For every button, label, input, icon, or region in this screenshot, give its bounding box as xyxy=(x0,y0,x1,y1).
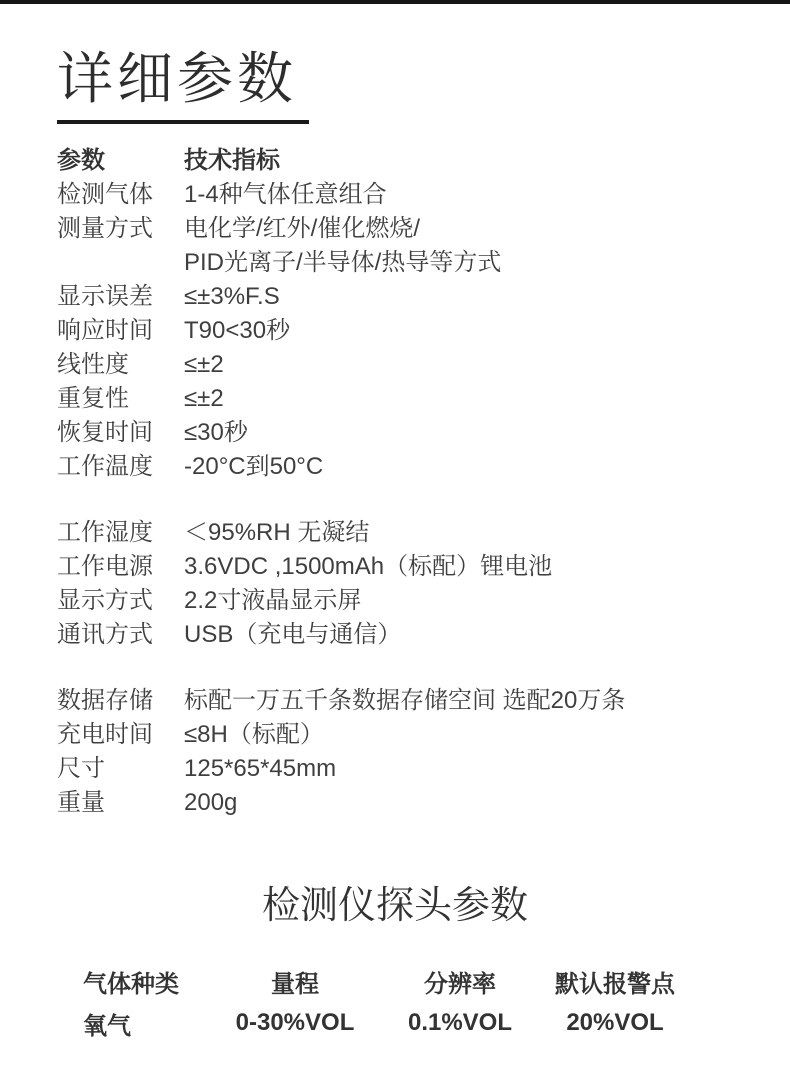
spec-row-measure-method xyxy=(57,212,760,246)
probe-header-alarm-point: 默认报警点 xyxy=(555,970,675,998)
spec-label: 工作电源 xyxy=(57,553,153,580)
spec-value: ≤±3%F.S xyxy=(184,283,280,310)
probe-cell-resolution: 0.1%VOL xyxy=(407,1009,513,1036)
spec-content xyxy=(0,48,790,820)
spec-row-display-error xyxy=(57,280,760,314)
spec-label: 检测气体 xyxy=(57,181,153,208)
spec-label: 测量方式 xyxy=(57,215,153,242)
top-divider xyxy=(0,0,790,4)
spec-value: ＜95%RH 无凝结 xyxy=(184,519,370,546)
probe-cell-gas: 氧气 xyxy=(83,1012,131,1040)
spec-row-working-temp xyxy=(57,450,760,484)
spec-row-display-type xyxy=(57,584,760,618)
spec-label: 重量 xyxy=(57,789,105,816)
probe-cell-alarm: 20%VOL xyxy=(566,1009,664,1036)
spec-label: 通讯方式 xyxy=(57,621,153,648)
probe-table-header-row xyxy=(70,960,690,1002)
spec-row-recovery-time xyxy=(57,416,760,450)
spec-value: 200g xyxy=(184,789,238,816)
spec-label: 恢复时间 xyxy=(57,419,153,446)
spec-value: USB（充电与通信） xyxy=(184,621,402,648)
spec-header-row xyxy=(57,144,760,178)
probe-header-gas-type: 气体种类 xyxy=(83,970,179,998)
spec-list xyxy=(57,144,760,820)
spec-label: 工作湿度 xyxy=(57,519,153,546)
title-underline xyxy=(57,120,309,124)
spec-row-dimensions xyxy=(57,752,760,786)
spec-value: 2.2寸液晶显示屏 xyxy=(184,587,362,614)
probe-table-row-oxygen xyxy=(70,1002,690,1044)
spec-row-weight xyxy=(57,786,760,820)
spec-value: 125*65*45mm xyxy=(184,755,337,782)
spec-row-data-storage xyxy=(57,684,760,718)
spec-label: 充电时间 xyxy=(57,721,153,748)
spec-row-charge-time xyxy=(57,718,760,752)
spec-label xyxy=(57,246,184,280)
spec-row-working-humidity xyxy=(57,516,760,550)
spec-value: 电化学/红外/催化燃烧/ xyxy=(184,215,421,242)
spec-label: 尺寸 xyxy=(57,755,105,782)
spec-value: -20°C到50°C xyxy=(184,453,324,480)
probe-section-title: 检测仪探头参数 xyxy=(261,885,528,927)
spec-row-power-supply xyxy=(57,550,760,584)
page-title: 详细参数 xyxy=(57,47,297,110)
probe-table xyxy=(70,960,690,1044)
spec-value: PID光离子/半导体/热导等方式 xyxy=(184,249,502,276)
spec-value: ≤8H（标配） xyxy=(184,721,324,748)
spec-label: 数据存储 xyxy=(57,687,153,714)
spec-label: 显示方式 xyxy=(57,587,153,614)
probe-header-range: 量程 xyxy=(271,970,319,998)
spec-label: 重复性 xyxy=(57,385,129,412)
spec-header-param: 参数 xyxy=(57,147,105,174)
spec-row-repeatability xyxy=(57,382,760,416)
spec-value: ≤±2 xyxy=(184,385,224,412)
spec-label: 响应时间 xyxy=(57,317,153,344)
spec-row-communication xyxy=(57,618,760,652)
spec-value: ≤±2 xyxy=(184,351,224,378)
spec-row-measure-method-cont xyxy=(57,246,760,280)
spec-header-value: 技术指标 xyxy=(184,147,280,174)
spec-value: 3.6VDC ,1500mAh（标配）锂电池 xyxy=(184,553,553,580)
spec-label: 显示误差 xyxy=(57,283,153,310)
spec-value: 1-4种气体任意组合 xyxy=(184,181,387,208)
spec-row-response-time xyxy=(57,314,760,348)
spec-row-linearity xyxy=(57,348,760,382)
spec-row-detect-gas xyxy=(57,178,760,212)
spec-value: T90<30秒 xyxy=(184,317,291,344)
spec-value: 标配一万五千条数据存储空间 选配20万条 xyxy=(184,687,626,714)
spec-value: ≤30秒 xyxy=(184,419,248,446)
spec-label: 工作温度 xyxy=(57,453,153,480)
spec-label: 线性度 xyxy=(57,351,129,378)
probe-header-resolution: 分辨率 xyxy=(424,970,496,998)
probe-cell-range: 0-30%VOL xyxy=(235,1009,355,1036)
